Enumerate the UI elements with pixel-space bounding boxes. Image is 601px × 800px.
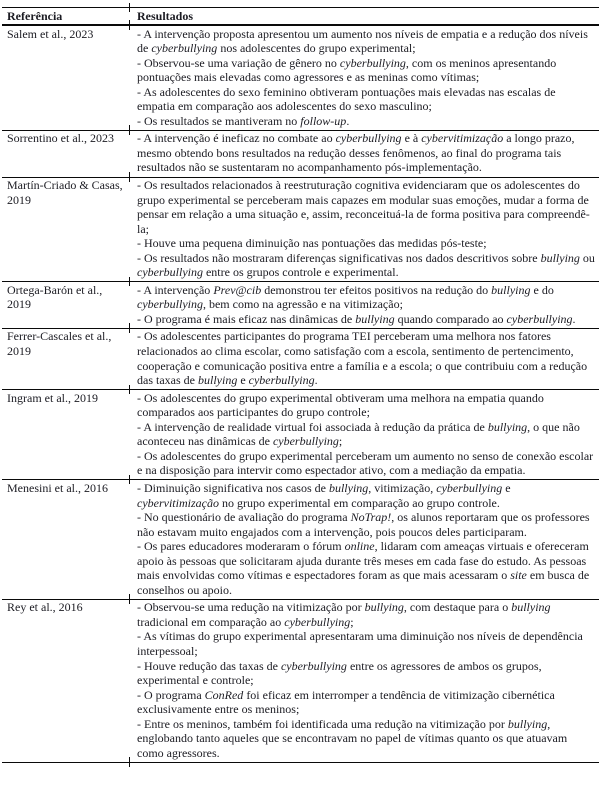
table-row (2, 328, 599, 389)
column-divider-tick (129, 125, 130, 135)
result-item: - Os adolescentes participantes do programa TEI perceberam uma melhora nos fatores relacionados ao clima escolar, como satisfação com a escola, sentimento de pertencimento, cooperação e comunicação positiva entre a família e a escola; o que contribuiu com a redução das taxas de bullying e cyberbullying. (137, 329, 588, 388)
table-bottom-border (2, 762, 599, 763)
result-item: - A intervenção de realidade virtual foi associada à redução da prática de bullying, o que não aconteceu nas dinâmicas de cyberbullying; (137, 419, 580, 449)
result-item: - Entre os meninos, também foi identificada uma redução na vitimização por bullying, englobando tanto aqueles que se encontravam no papel de vítimas quanto os que atuavam como agressores. (137, 716, 568, 760)
result-item: - As vítimas do grupo experimental apresentaram uma diminuição nos níveis de dependência interpessoal; (137, 629, 583, 658)
result-item: - A intervenção é ineficaz no combate ao cyberbullying e à cybervitimização a longo prazo, mesmo obtendo bons resultados na redução desses fenômenos, ao final do programa tais resultados não se sustentaram no acompanhamento pós-implementação. (137, 131, 575, 175)
reference-cell: Ortega-Barón et al., 2019 (7, 282, 103, 312)
table-header-row (2, 7, 599, 25)
column-divider-tick (129, 323, 130, 333)
table-row (2, 281, 599, 328)
table-row (2, 25, 599, 130)
column-header-resultados: Resultados (137, 8, 194, 23)
result-item: - A intervenção Prev@cib demonstrou ter efeitos positivos na redução do bullying e do cyberbullying, bem como na agressão e na vitimização; (137, 282, 554, 312)
column-header-referencia: Referência (7, 8, 63, 23)
column-divider-tick (129, 385, 130, 395)
results-cell (130, 329, 599, 389)
results-cell (130, 131, 599, 177)
table-row (2, 130, 599, 177)
result-item: - Observou-se uma variação de gênero no cyberbullying, com os meninos apresentando pontuações mais elevadas como agressores e as meninas como vítimas; (137, 55, 557, 85)
results-cell (130, 178, 599, 282)
reference-cell: Sorrentino et al., 2023 (7, 131, 114, 146)
results-table (2, 7, 599, 763)
result-item: - O programa ConRed foi eficaz em interromper a tendência de vitimização cibernética exclusivamente entre os meninos; (137, 687, 555, 717)
result-item: - A intervenção proposta apresentou um aumento nos níveis de empatia e a redução dos níveis de cyberbullying nos adolescentes do grupo experimental; (137, 26, 588, 56)
results-cell (130, 480, 599, 598)
column-divider-tick (129, 277, 130, 287)
reference-cell: Martín-Criado & Casas, 2019 (7, 178, 123, 207)
result-item: - Os adolescentes do grupo experimental obtiveram uma melhora na empatia quando comparados aos participantes do grupo controle; (137, 390, 544, 420)
results-cell (130, 26, 599, 130)
column-divider-tick (129, 757, 130, 767)
result-item: - Diminuição significativa nos casos de bullying, vitimização, cyberbullying e cybervitimização no grupo experimental em comparação ao grupo controle. (137, 480, 511, 510)
column-divider-tick (129, 475, 130, 485)
results-cell (130, 600, 599, 762)
result-item: - Os resultados não mostraram diferenças significativas nos dados descritivos sobre bullying ou cyberbullying entre os grupos controle e experimental. (137, 250, 595, 280)
reference-cell: Rey et al., 2016 (7, 600, 83, 615)
table-row (2, 389, 599, 479)
result-item: - O programa é mais eficaz nas dinâmicas de bullying quando comparado ao cyberbullying. (137, 311, 576, 326)
column-divider-tick (129, 172, 130, 182)
result-item: - Os adolescentes do grupo experimental perceberam um aumento no senso de conexão escolar e na disposição para intervir como espectador ativo, com a mediação da empatia. (137, 448, 594, 478)
table-row (2, 479, 599, 598)
result-item: - Observou-se uma redução na vitimização por bullying, com destaque para o bullying tradicional em comparação ao cyberbullying; (137, 600, 551, 629)
table-row (2, 177, 599, 282)
reference-cell: Ingram et al., 2019 (7, 390, 98, 405)
table-row (2, 599, 599, 762)
result-item: - Os resultados se mantiveram no follow-up. (137, 113, 350, 128)
results-cell (130, 282, 599, 328)
reference-cell: Salem et al., 2023 (7, 26, 94, 41)
column-divider-tick (129, 3, 130, 13)
column-divider-tick (129, 594, 130, 604)
results-cell (130, 390, 599, 479)
result-item: - Os pares educadores moderaram o fórum online, lidaram com ameaças virtuais e ofereceram apoio às pessoas que solicitaram ajuda durante três meses em cada fase do estudo. As pessoas mais envolvidas como vítimas e espectadores foram as que mais acessaram o site em busca de conselhos ou apoio. (137, 539, 590, 597)
result-item: - Houve redução das taxas de cyberbullying entre os agressores de ambos os grupos, experimental e controle; (137, 658, 542, 688)
reference-cell: Menesini et al., 2016 (7, 480, 108, 495)
result-item: - As adolescentes do sexo feminino obtiveram pontuações mais elevadas nas escalas de empatia em comparação aos adolescentes do sexo masculino; (137, 84, 556, 114)
table-body (2, 25, 599, 762)
column-divider-tick (129, 21, 130, 31)
result-item: - No questionário de avaliação do programa NoTrap!, os alunos reportaram que os professores não estavam muito engajados com a intervenção, pois poucos deles participaram. (137, 510, 590, 539)
reference-cell: Ferrer-Cascales et al., 2019 (7, 329, 112, 359)
result-item: - Houve uma pequena diminuição nas pontuações das medidas pós-teste; (137, 236, 487, 251)
result-item: - Os resultados relacionados à reestruturação cognitiva evidenciaram que os adolescentes do grupo experimental se perceberam mais capazes em modular suas emoções, mudar a forma de pensar em relação a uma situação e, assim, reconceituá-la de forma positiva para compreendê-la; (137, 178, 590, 236)
